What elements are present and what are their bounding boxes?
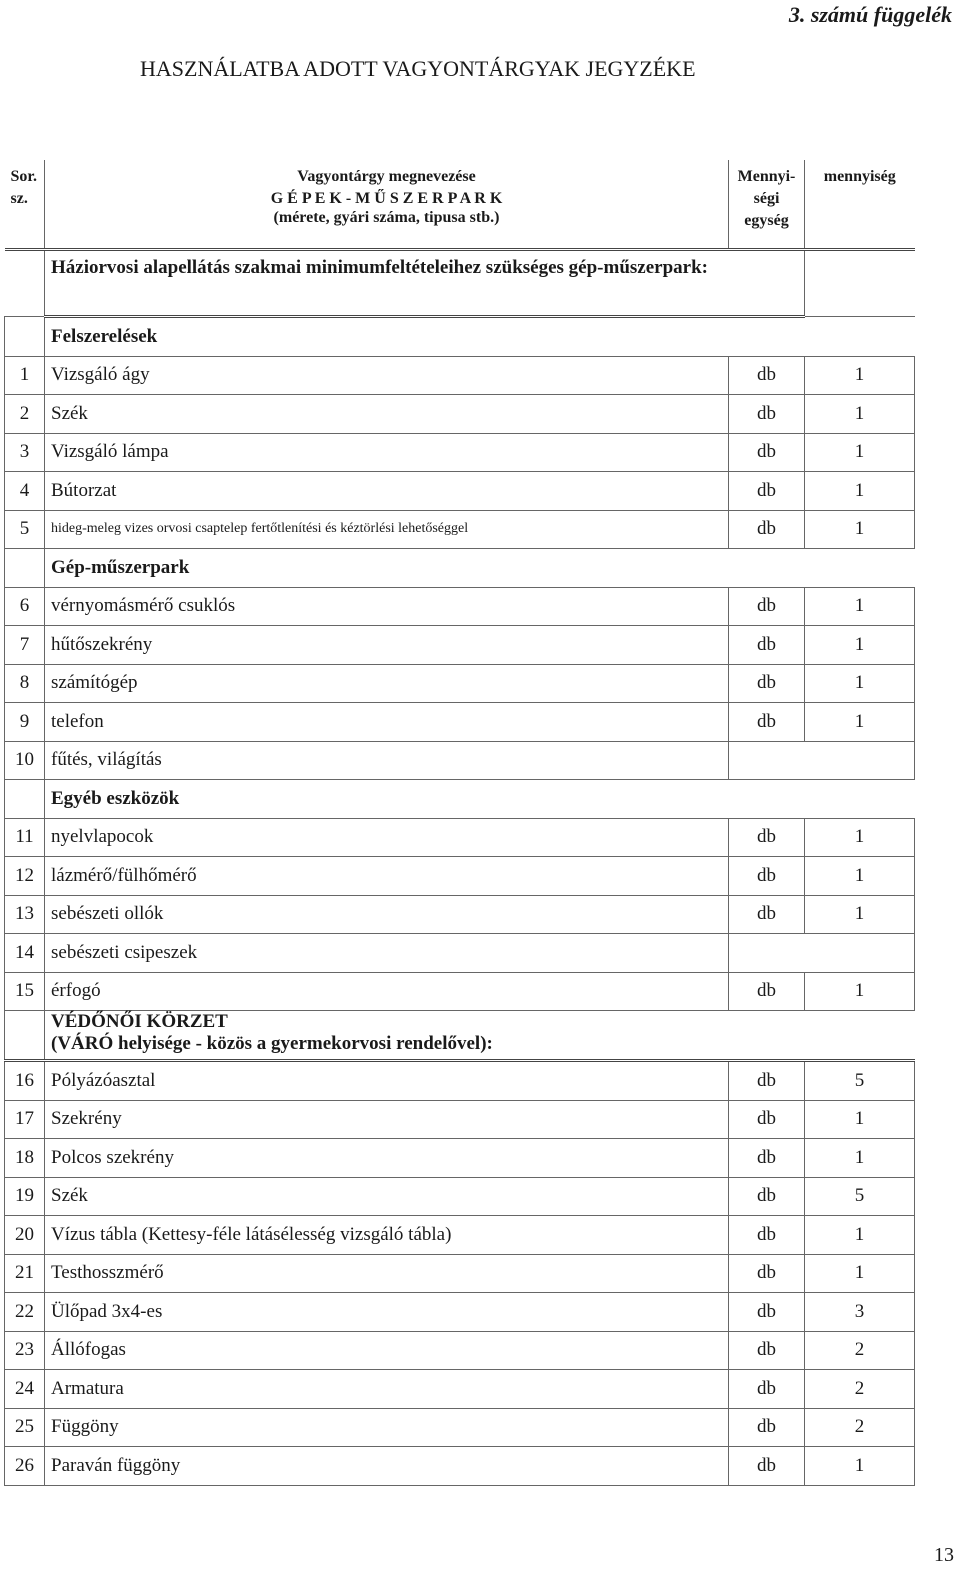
- item-quantity: 1: [805, 1100, 915, 1139]
- blank-cell: [5, 250, 45, 317]
- table-row: [5, 433, 915, 472]
- item-name: Szék: [45, 395, 729, 434]
- row-number: 6: [5, 587, 45, 626]
- header-name: [45, 160, 729, 250]
- table-row: [5, 1447, 915, 1486]
- item-quantity: 2: [805, 1370, 915, 1409]
- row-number: 24: [5, 1370, 45, 1409]
- table-row: [5, 472, 915, 511]
- item-unit: db: [729, 895, 805, 934]
- row-number: 11: [5, 818, 45, 857]
- header-sor: [5, 160, 45, 250]
- section-title-line: VÉDŐNŐI KÖRZET: [51, 1011, 228, 1032]
- table-row: [5, 818, 915, 857]
- item-unit: db: [729, 664, 805, 703]
- item-unit: db: [729, 1254, 805, 1293]
- item-quantity: 1: [805, 972, 915, 1011]
- item-unit: db: [729, 703, 805, 742]
- row-number: 23: [5, 1331, 45, 1370]
- row-number: 8: [5, 664, 45, 703]
- item-quantity: 1: [805, 664, 915, 703]
- item-unit: db: [729, 1370, 805, 1409]
- appendix-label: 3. számú függelék: [788, 2, 952, 27]
- item-name: Állófogas: [45, 1331, 729, 1370]
- table-row: [5, 395, 915, 434]
- table-row: [5, 626, 915, 665]
- section-title: [45, 1011, 915, 1061]
- item-name: számítógép: [45, 664, 729, 703]
- table-row: [5, 895, 915, 934]
- item-name: Vizsgáló lámpa: [45, 433, 729, 472]
- item-quantity: 1: [805, 626, 915, 665]
- item-quantity: 1: [805, 510, 915, 549]
- section-title: Gép-műszerpark: [45, 549, 915, 588]
- item-quantity: 1: [805, 818, 915, 857]
- header-name-line2: G É P E K - M Ű S Z E R P A R K: [270, 190, 503, 207]
- item-name: fűtés, világítás: [45, 741, 729, 780]
- row-number: 1: [5, 356, 45, 395]
- item-name: Testhosszmérő: [45, 1254, 729, 1293]
- section-title: Egyéb eszközök: [45, 780, 915, 819]
- item-unit: db: [729, 1216, 805, 1255]
- item-quantity: 1: [805, 1447, 915, 1486]
- row-number: 15: [5, 972, 45, 1011]
- row-number: 22: [5, 1293, 45, 1332]
- item-unit: db: [729, 1331, 805, 1370]
- item-quantity: 1: [805, 1254, 915, 1293]
- item-name: hűtőszekrény: [45, 626, 729, 665]
- header-sor-line1: Sor.: [10, 168, 38, 185]
- item-name: sebészeti csipeszek: [45, 934, 729, 973]
- item-unit: db: [729, 1139, 805, 1178]
- section-row: [5, 317, 915, 357]
- item-name: Paraván függöny: [45, 1447, 729, 1486]
- table-row: [5, 1370, 915, 1409]
- item-quantity: 1: [805, 857, 915, 896]
- header-unit-line1: Mennyi-: [737, 168, 796, 185]
- row-number: 14: [5, 934, 45, 973]
- item-quantity: 1: [805, 1216, 915, 1255]
- item-name: Ülőpad 3x4-es: [45, 1293, 729, 1332]
- item-name: lázmérő/fülhőmérő: [45, 857, 729, 896]
- table-row: [5, 1061, 915, 1101]
- item-quantity: 1: [805, 395, 915, 434]
- item-name: Polcos szekrény: [45, 1139, 729, 1178]
- table-row: [5, 1254, 915, 1293]
- item-name: nyelvlapocok: [45, 818, 729, 857]
- item-quantity: 1: [805, 1139, 915, 1178]
- main-section-row: [5, 250, 915, 317]
- item-name: telefon: [45, 703, 729, 742]
- table-row: [5, 1216, 915, 1255]
- row-number: 12: [5, 857, 45, 896]
- section-row: [5, 549, 915, 588]
- item-unit: db: [729, 857, 805, 896]
- item-quantity: 1: [805, 356, 915, 395]
- page-title: HASZNÁLATBA ADOTT VAGYONTÁRGYAK JEGYZÉKE: [140, 56, 696, 81]
- row-number: 2: [5, 395, 45, 434]
- table-row: [5, 857, 915, 896]
- item-name: Armatura: [45, 1370, 729, 1409]
- header-unit-line2: ségi: [753, 190, 780, 207]
- item-unit: db: [729, 626, 805, 665]
- item-unit: db: [729, 510, 805, 549]
- row-number: 17: [5, 1100, 45, 1139]
- row-number: 18: [5, 1139, 45, 1178]
- table-row: [5, 1177, 915, 1216]
- blank-cell: [805, 250, 915, 317]
- item-name: Függöny: [45, 1408, 729, 1447]
- item-quantity: 1: [805, 433, 915, 472]
- header-name-line1: Vagyontárgy megnevezése: [297, 168, 476, 185]
- item-name: hideg-meleg vizes orvosi csaptelep fertőtlenítési és kéztörlési lehetőséggel: [45, 510, 729, 549]
- table-row: [5, 1139, 915, 1178]
- item-name: Szekrény: [45, 1100, 729, 1139]
- item-quantity: 5: [805, 1061, 915, 1101]
- table-row: [5, 972, 915, 1011]
- item-unit: db: [729, 1408, 805, 1447]
- item-quantity: 2: [805, 1331, 915, 1370]
- item-name: Vizsgáló ágy: [45, 356, 729, 395]
- row-number: 19: [5, 1177, 45, 1216]
- item-quantity: 1: [805, 703, 915, 742]
- section-title: Felszerelések: [45, 317, 915, 357]
- table-row: [5, 1408, 915, 1447]
- blank-cell: [5, 1011, 45, 1061]
- item-unit: db: [729, 1177, 805, 1216]
- row-number: 3: [5, 433, 45, 472]
- table-row: [5, 1331, 915, 1370]
- table-row: [5, 356, 915, 395]
- row-number: 4: [5, 472, 45, 511]
- header-sor-line2: sz.: [10, 190, 28, 207]
- item-quantity: 1: [805, 587, 915, 626]
- row-number: 5: [5, 510, 45, 549]
- table-row: [5, 741, 915, 780]
- item-name: Bútorzat: [45, 472, 729, 511]
- row-number: 20: [5, 1216, 45, 1255]
- header-qty: mennyiség: [805, 160, 915, 250]
- section-row: [5, 1011, 915, 1061]
- item-quantity: 3: [805, 1293, 915, 1332]
- item-name: Szék: [45, 1177, 729, 1216]
- page-number: 13: [934, 1544, 954, 1566]
- item-name: vérnyomásmérő csuklós: [45, 587, 729, 626]
- row-number: 16: [5, 1061, 45, 1101]
- table-row: [5, 1100, 915, 1139]
- item-unit: db: [729, 472, 805, 511]
- section-subtitle: (VÁRÓ helyisége - közös a gyermekorvosi rendelővel):: [51, 1033, 493, 1054]
- table-row: [5, 1293, 915, 1332]
- item-unit: db: [729, 433, 805, 472]
- header-name-line3: (mérete, gyári száma, tipusa stb.): [273, 209, 500, 226]
- row-number: 7: [5, 626, 45, 665]
- item-name: érfogó: [45, 972, 729, 1011]
- row-number: 9: [5, 703, 45, 742]
- blank-cell: [729, 741, 915, 780]
- item-unit: db: [729, 818, 805, 857]
- item-quantity: 1: [805, 472, 915, 511]
- header-unit: [729, 160, 805, 250]
- row-number: 10: [5, 741, 45, 780]
- table-row: [5, 664, 915, 703]
- item-name: Pólyázóasztal: [45, 1061, 729, 1101]
- item-unit: db: [729, 1061, 805, 1101]
- table-header-row: [5, 160, 915, 250]
- item-unit: db: [729, 587, 805, 626]
- blank-cell: [5, 317, 45, 357]
- table-row: [5, 934, 915, 973]
- row-number: 21: [5, 1254, 45, 1293]
- item-unit: db: [729, 1447, 805, 1486]
- item-unit: db: [729, 972, 805, 1011]
- inventory-table: [4, 160, 915, 1486]
- row-number: 13: [5, 895, 45, 934]
- item-unit: db: [729, 1100, 805, 1139]
- item-name: sebészeti ollók: [45, 895, 729, 934]
- row-number: 26: [5, 1447, 45, 1486]
- item-name: Vízus tábla (Kettesy-féle látásélesség vizsgáló tábla): [45, 1216, 729, 1255]
- row-number: 25: [5, 1408, 45, 1447]
- item-quantity: 2: [805, 1408, 915, 1447]
- item-unit: db: [729, 1293, 805, 1332]
- blank-cell: [5, 549, 45, 588]
- item-quantity: 5: [805, 1177, 915, 1216]
- table-row: [5, 587, 915, 626]
- blank-cell: [5, 780, 45, 819]
- blank-cell: [729, 934, 915, 973]
- table-row: [5, 510, 915, 549]
- header-unit-line3: egység: [744, 212, 789, 229]
- item-unit: db: [729, 356, 805, 395]
- main-section-title: Háziorvosi alapellátás szakmai minimumfeltételeihez szükséges gép-műszerpark:: [45, 250, 805, 317]
- section-row: [5, 780, 915, 819]
- item-unit: db: [729, 395, 805, 434]
- table-row: [5, 703, 915, 742]
- item-quantity: 1: [805, 895, 915, 934]
